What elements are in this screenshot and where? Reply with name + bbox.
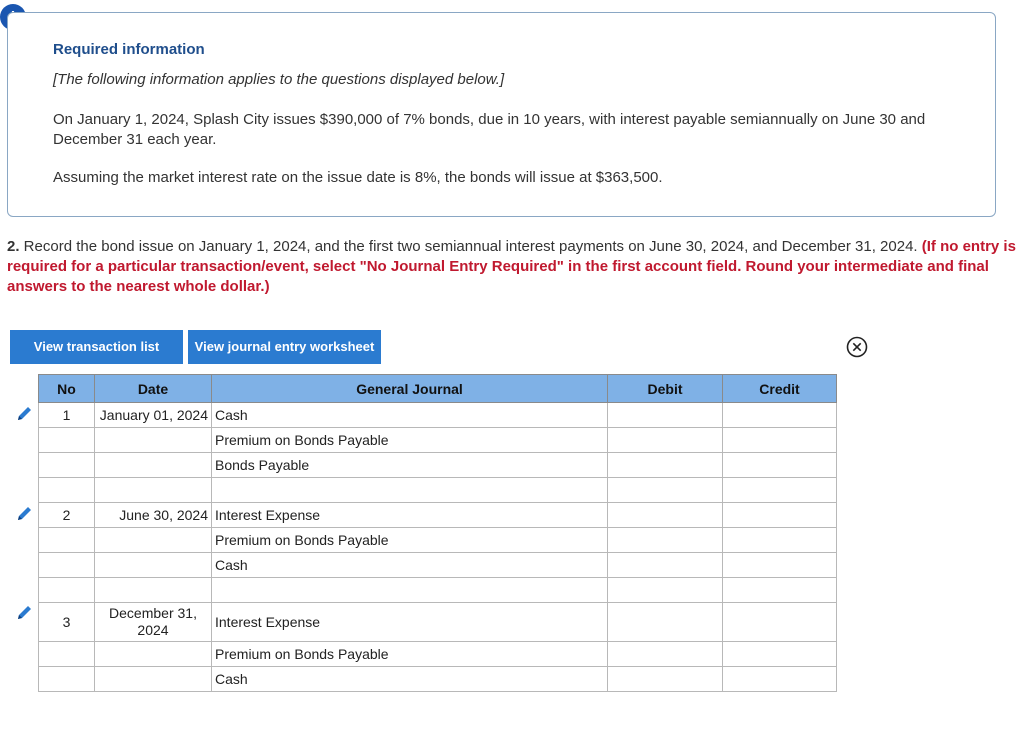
view-transaction-list-button[interactable]: View transaction list [10,330,183,364]
entry-date [95,642,212,667]
account-cell[interactable]: Interest Expense [212,503,608,528]
entry-date [95,453,212,478]
entry-date [95,528,212,553]
credit-cell[interactable] [723,603,837,642]
question-text [7,237,1022,297]
debit-cell[interactable] [608,578,723,603]
debit-cell[interactable] [608,603,723,642]
info-title: Required information [53,41,205,58]
table-row [39,478,837,503]
info-paragraph-bonds: On January 1, 2024, Splash City issues $390,000 of 7% bonds, due in 10 years, with interest payable semiannually on June 30 and December 31 each year. [53,111,926,148]
general-journal-table [38,374,837,692]
entry-date [95,553,212,578]
credit-cell[interactable] [723,578,837,603]
account-cell[interactable]: Premium on Bonds Payable [212,528,608,553]
debit-cell[interactable] [608,403,723,428]
info-note: [The following information applies to the questions displayed below.] [53,71,505,88]
entry-number [39,428,95,453]
entry-number: 1 [39,403,95,428]
debit-cell[interactable] [608,667,723,692]
entry-date: January 01, 2024 [95,403,212,428]
table-row [39,503,837,528]
edit-icon[interactable] [13,403,35,425]
credit-cell[interactable] [723,528,837,553]
question-body: Record the bond issue on January 1, 2024, and the first two semiannual interest payments on June 30, 2024, and December 31, 2024. [19,238,922,255]
debit-cell[interactable] [608,453,723,478]
column-header-date: Date [95,375,212,403]
credit-cell[interactable] [723,403,837,428]
entry-number [39,553,95,578]
account-cell[interactable]: Cash [212,553,608,578]
debit-cell[interactable] [608,642,723,667]
entry-date [95,478,212,503]
account-cell[interactable] [212,578,608,603]
table-row [39,603,837,642]
credit-cell[interactable] [723,667,837,692]
table-row [39,528,837,553]
question-number: 2. [7,238,20,255]
account-cell[interactable] [212,478,608,503]
account-cell[interactable]: Premium on Bonds Payable [212,428,608,453]
entry-number [39,667,95,692]
question-instruction: (If no entry is required for a particular transaction/event, select "No Journal Entry Required" in the first account field. Round your intermediate and final answers to the nearest whole dollar.) [7,238,1016,295]
entry-number [39,578,95,603]
table-row [39,403,837,428]
account-cell[interactable]: Cash [212,403,608,428]
debit-cell[interactable] [608,478,723,503]
table-row [39,642,837,667]
edit-icon[interactable] [13,503,35,525]
table-row [39,578,837,603]
entry-date [95,428,212,453]
credit-cell[interactable] [723,478,837,503]
table-row [39,453,837,478]
credit-cell[interactable] [723,642,837,667]
column-header-credit: Credit [723,375,837,403]
column-header-no: No [39,375,95,403]
account-cell[interactable]: Bonds Payable [212,453,608,478]
credit-cell[interactable] [723,428,837,453]
entry-number [39,528,95,553]
debit-cell[interactable] [608,528,723,553]
column-header-debit: Debit [608,375,723,403]
credit-cell[interactable] [723,453,837,478]
view-journal-entry-worksheet-button[interactable]: View journal entry worksheet [188,330,381,364]
entry-date: December 31, 2024 [95,603,212,642]
entry-number: 2 [39,503,95,528]
entry-number: 3 [39,603,95,642]
credit-cell[interactable] [723,553,837,578]
required-information-panel [7,12,996,217]
account-cell[interactable]: Cash [212,667,608,692]
table-row [39,428,837,453]
account-cell[interactable]: Premium on Bonds Payable [212,642,608,667]
entry-number [39,642,95,667]
close-circle-icon[interactable] [846,336,868,358]
info-paragraph-market-rate: Assuming the market interest rate on the issue date is 8%, the bonds will issue at $363,500. [53,169,663,186]
debit-cell[interactable] [608,428,723,453]
entry-date: June 30, 2024 [95,503,212,528]
table-row [39,667,837,692]
entry-date [95,667,212,692]
credit-cell[interactable] [723,503,837,528]
table-header-row [39,375,837,403]
entry-date [95,578,212,603]
debit-cell[interactable] [608,503,723,528]
account-cell[interactable]: Interest Expense [212,603,608,642]
edit-icon[interactable] [13,602,35,624]
table-row [39,553,837,578]
entry-number [39,453,95,478]
debit-cell[interactable] [608,553,723,578]
entry-number [39,478,95,503]
column-header-general-journal: General Journal [212,375,608,403]
